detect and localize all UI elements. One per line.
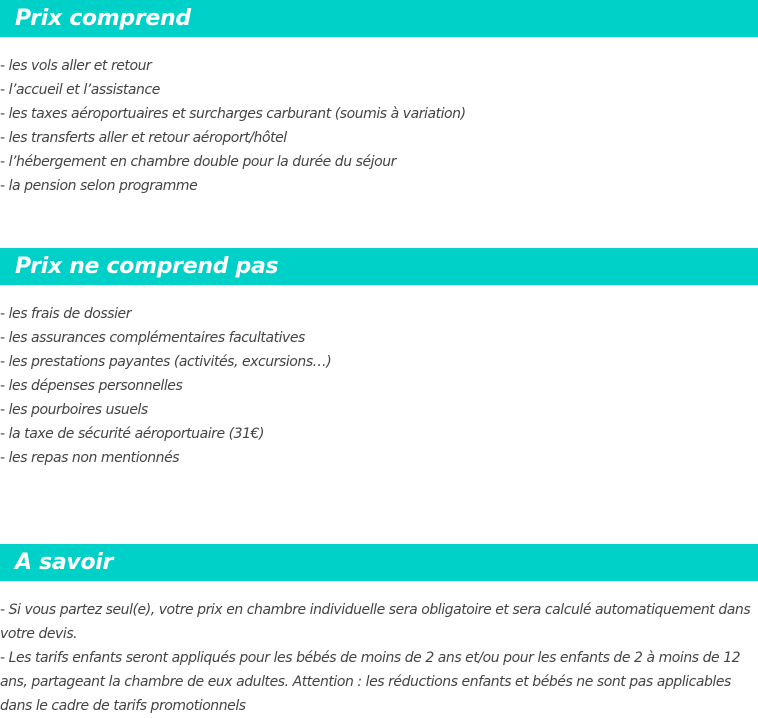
section-title: Prix comprend [15, 6, 191, 31]
section-header [0, 0, 758, 37]
info-paragraphs [0, 598, 758, 718]
list-item: - les prestations payantes (activités, excursions…) [0, 354, 332, 370]
list-item: - les frais de dossier [0, 306, 131, 322]
list-item: - les pourboires usuels [0, 402, 148, 418]
included-list [0, 54, 758, 198]
list-item: - les dépenses personnelles [0, 378, 183, 394]
excluded-list [0, 302, 758, 470]
section-a-savoir [0, 544, 758, 718]
section-title: Prix ne comprend pas [15, 254, 279, 279]
section-prix-comprend [0, 0, 758, 198]
info-paragraph: - Les tarifs enfants seront appliqués pour les bébés de moins de 2 ans et/ou pour les enfants de 2 à moins de 12 ans, partageant la chambre de eux adultes. Attention : les réductions enfants et bébés ne sont pas applicables dans le cadre de tarifs promotionnels [0, 650, 741, 714]
list-item: - les transferts aller et retour aéroport/hôtel [0, 130, 287, 146]
list-item: - l’accueil et l’assistance [0, 82, 160, 98]
section-prix-ne-comprend-pas [0, 248, 758, 470]
list-item: - l’hébergement en chambre double pour la durée du séjour [0, 154, 396, 170]
section-title: A savoir [15, 550, 114, 575]
list-item: - la taxe de sécurité aéroportuaire (31€) [0, 426, 265, 442]
list-item: - les taxes aéroportuaires et surcharges carburant (soumis à variation) [0, 106, 466, 122]
section-header [0, 248, 758, 285]
section-header [0, 544, 758, 581]
info-paragraph: - Si vous partez seul(e), votre prix en chambre individuelle sera obligatoire et sera calculé automatiquement dans votre devis. [0, 602, 751, 642]
list-item: - les vols aller et retour [0, 58, 152, 74]
list-item: - les repas non mentionnés [0, 450, 180, 466]
list-item: - les assurances complémentaires facultatives [0, 330, 305, 346]
list-item: - la pension selon programme [0, 178, 198, 194]
